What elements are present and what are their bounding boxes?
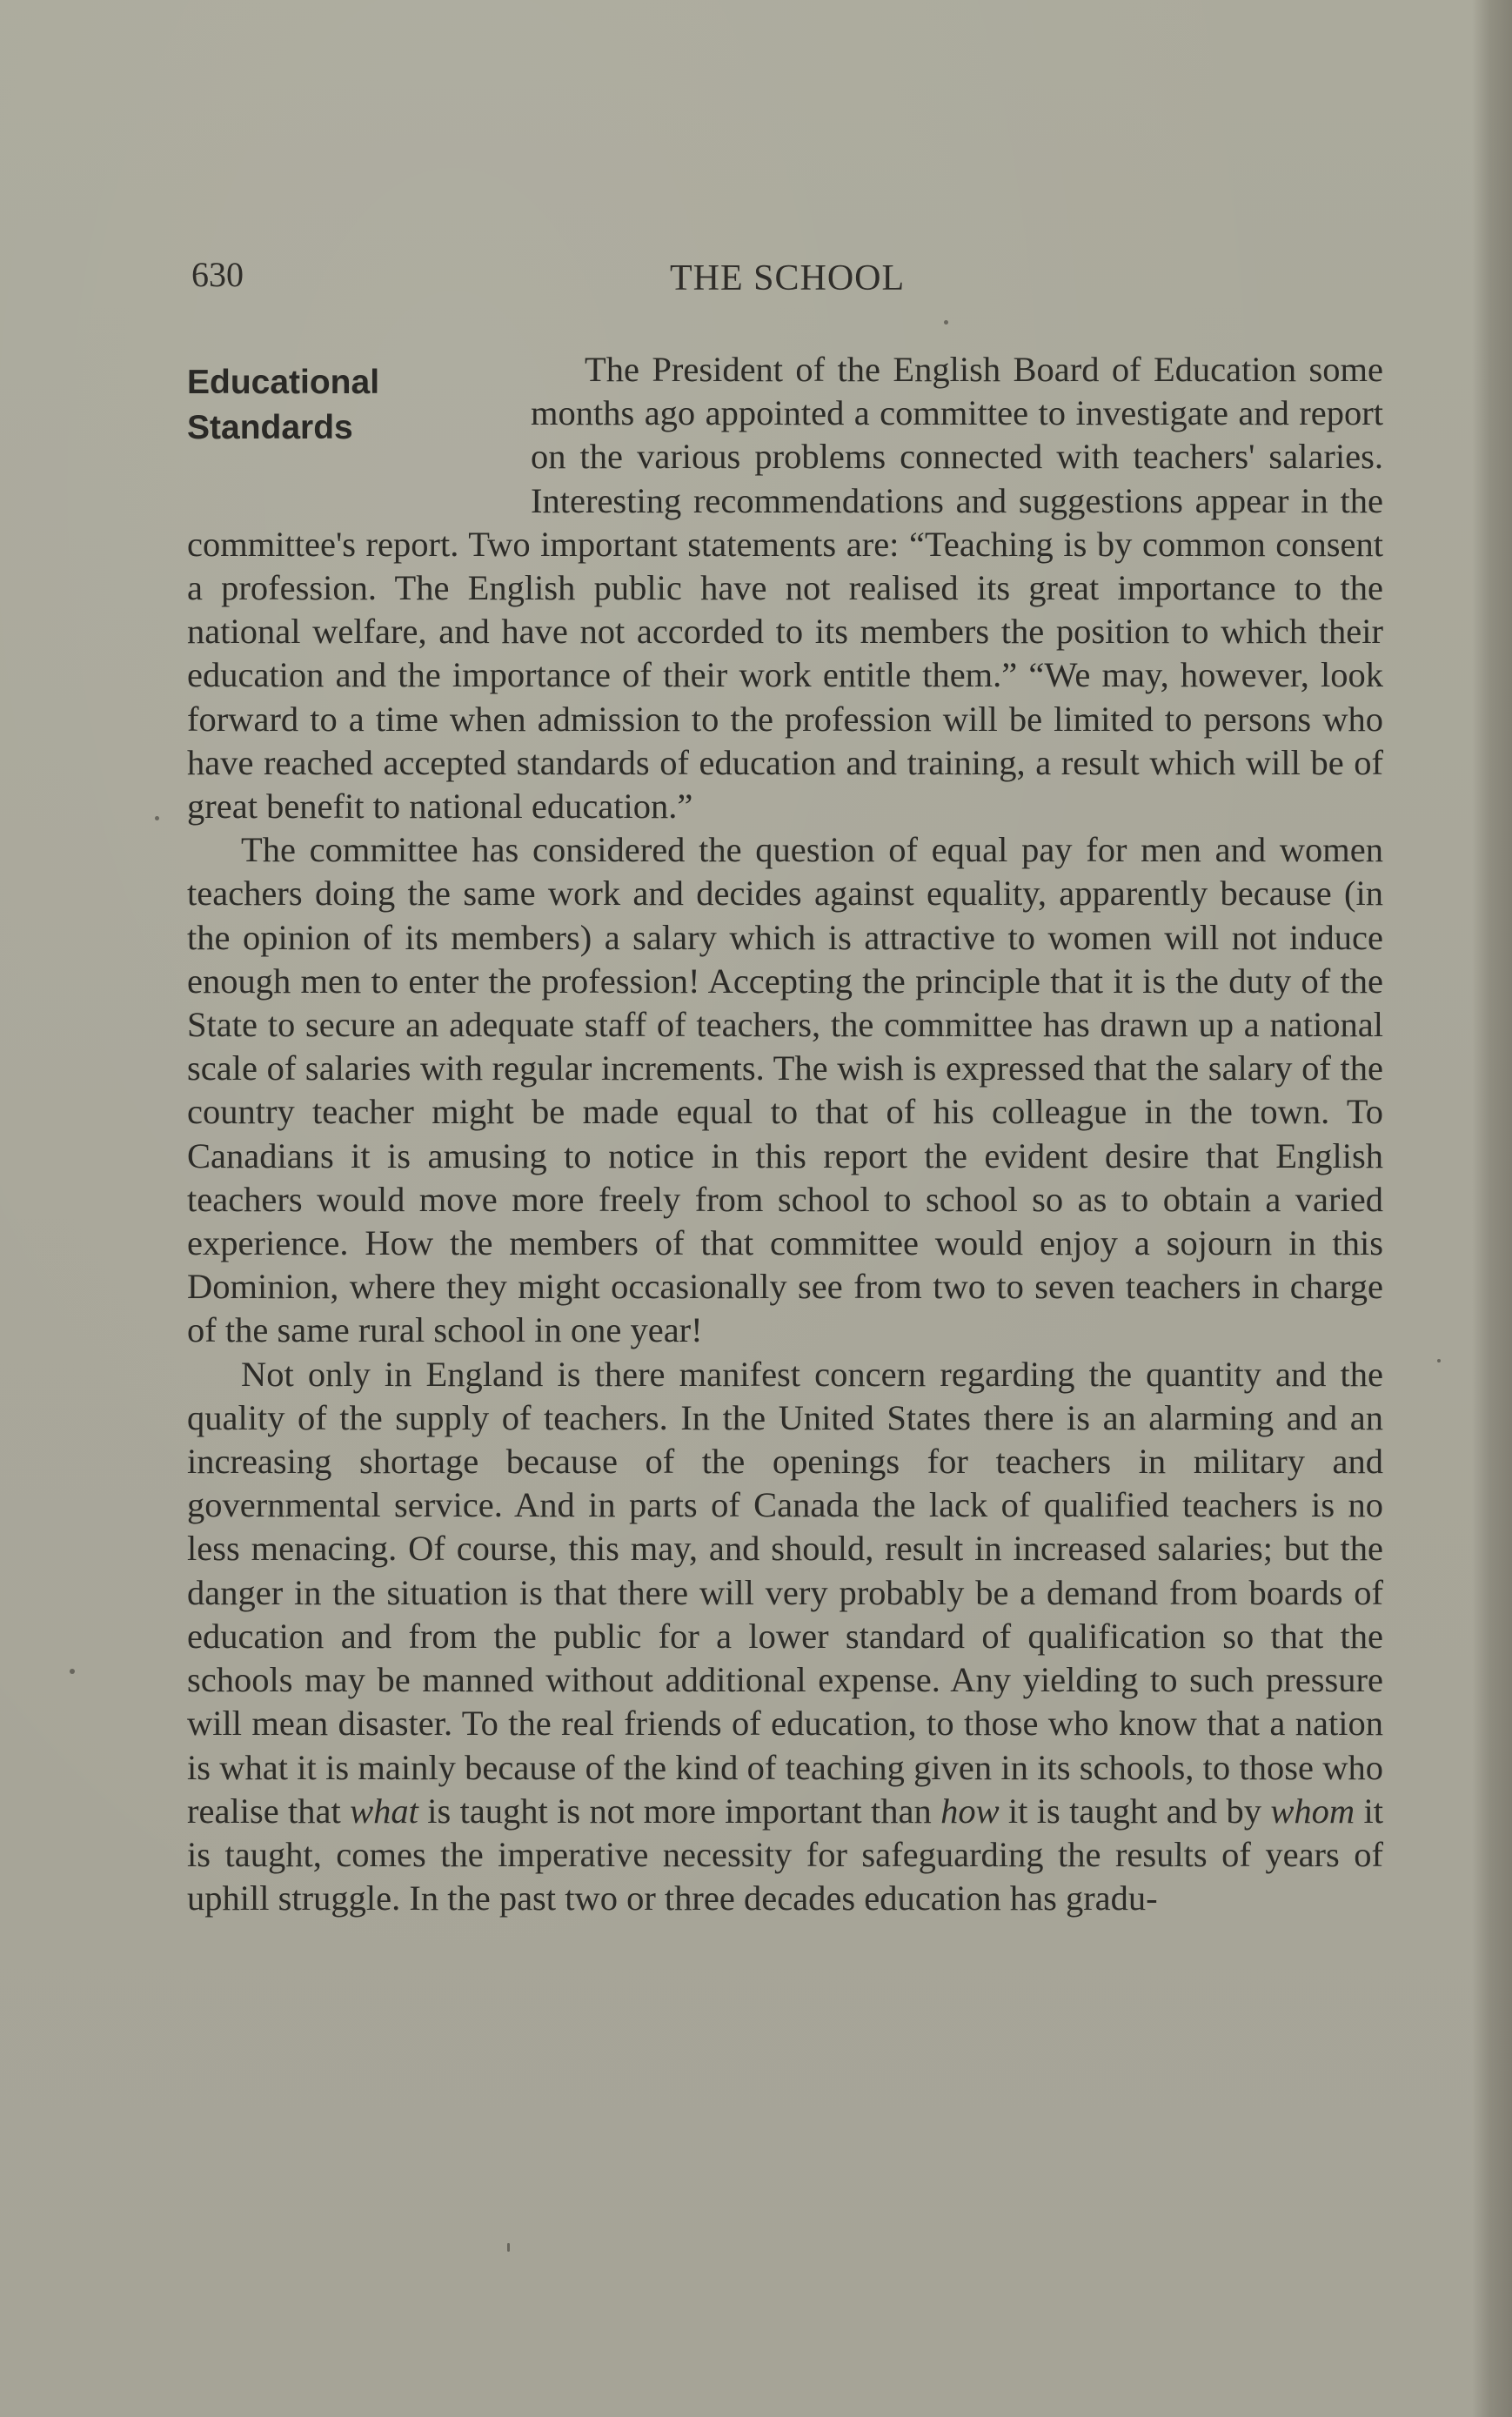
page-number: 630 [191,255,244,294]
emphasis-what: what [350,1791,418,1831]
paragraph-3-part-d: it is taught, comes the imperative necessity for safeguarding the results of years of uphill struggle. In the past two or three decades education has gradu- [187,1791,1383,1918]
paragraph-3 [187,1353,1383,1921]
article-body [187,348,1383,1920]
paper-speck [70,1669,75,1674]
paper-speck [155,816,159,820]
sidehead-line-1: Educational [187,364,380,401]
paragraph-3-part-b: is taught is not more important than [427,1791,932,1831]
paper-speck [1437,1359,1441,1362]
paper-speck [944,320,948,325]
sidehead-line-2: Standards [187,409,353,446]
paragraph-1: The President of the English Board of Education some months ago appointed a committee to investigate and report on the various problems connected with teachers' salaries. Interesting recommendations and suggestions appear in the committee's report. Two important statements are: “Teaching is by common consent a profession. The English public have not realised its great importance to the national welfare, and have not accorded to its members the position to which their education and the importance of their work entitle them.” “We may, however, look forward to a time when admission to the profession will be limited to persons who have reached accepted standards of education and training, a result which will be of great benefit to national education.” [187,350,1383,827]
section-sidehead [187,360,531,492]
emphasis-how: how [940,1791,1000,1831]
paper-speck [507,2243,510,2252]
paragraph-3-part-a: Not only in England is there manifest concern regarding the quantity and the quality of the supply of teachers. In the United States there is an alarming and an increasing shortage because of the openings for teachers in military and governmental service. And in parts of Canada the lack of qualified teachers is no less menacing. Of course, this may, and should, result in increased salaries; but the danger in the situation is that there will very probably be a demand from boards of education and from the public for a lower standard of qualification so that the schools may be manned without additional expense. Any yielding to such pressure will mean disaster. To the real friends of education, to those who know that a nation is what it is mainly because of the kind of teaching given in its schools, to those who realise that [187,1354,1383,1831]
running-head: THE SCHOOL [670,258,906,298]
paragraph-2: The committee has considered the question of equal pay for men and women teachers doing the same work and decides against equality, apparently because (in the opinion of its members) a salary which is attractive to women will not induce enough men to enter the profession! Accepting the principle that it is the duty of the State to secure an adequate staff of teachers, the committee has drawn up a national scale of salaries with regular increments. The wish is expressed that the salary of the country teacher might be made equal to that of his colleague in the town. To Canadians it is amusing to notice in this report the evident desire that English teachers would move more freely from school to school so as to obtain a varied experience. How the members of that committee would enjoy a sojourn in this Dominion, where they might occasionally see from two to seven teachers in charge of the same rural school in one year! [187,830,1383,1350]
emphasis-whom: whom [1270,1791,1355,1831]
page-header [191,254,1383,306]
paragraph-3-part-c: it is taught and by [1007,1791,1262,1831]
page-edge-shadow [1472,0,1512,2417]
